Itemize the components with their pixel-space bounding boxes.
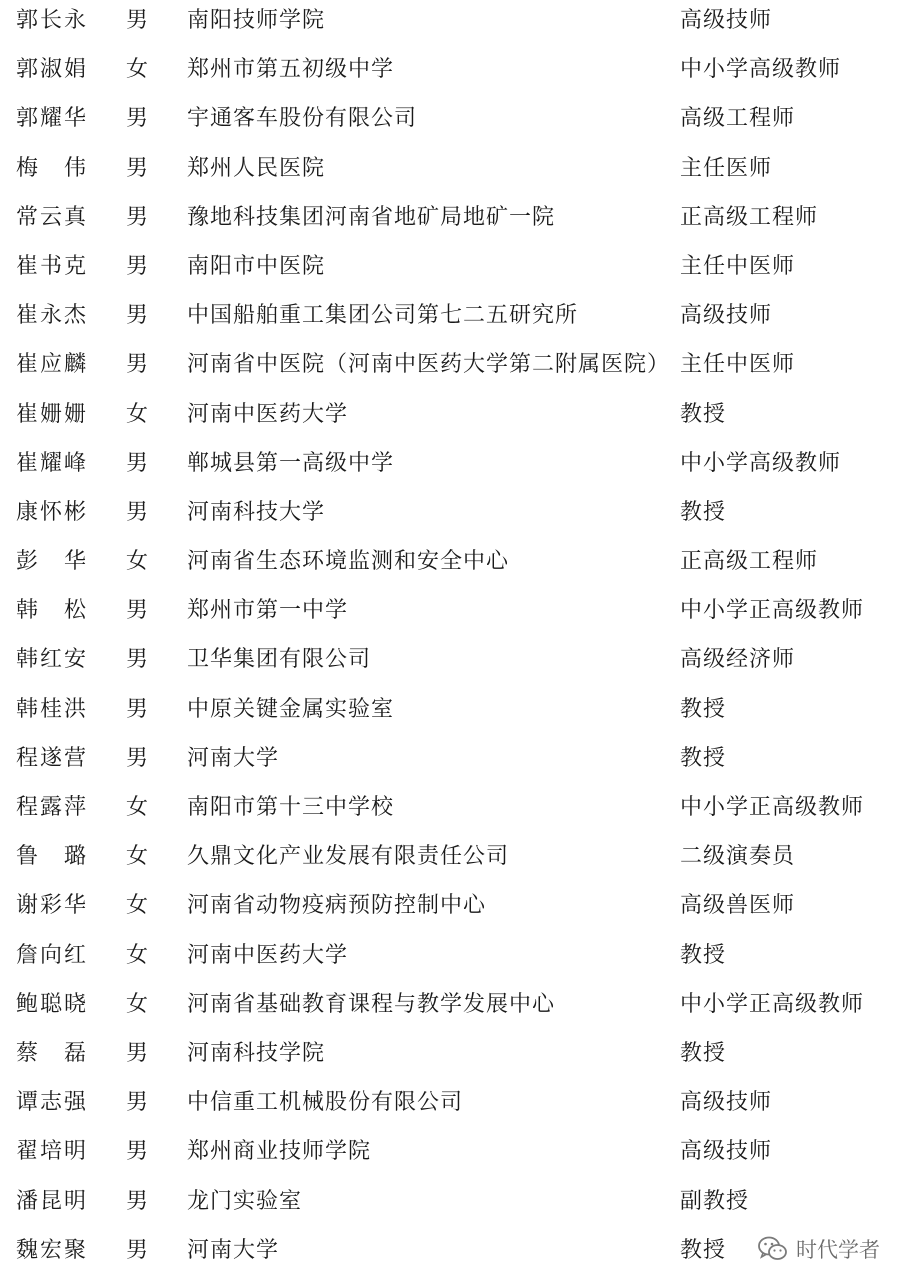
person-organization: 卫华集团有限公司 (187, 647, 372, 673)
person-name: 韩红安 (16, 647, 89, 673)
person-name: 崔永杰 (16, 303, 89, 329)
wechat-watermark (758, 1234, 880, 1264)
person-title: 主任医师 (680, 155, 773, 181)
person-organization: 郸城县第一高级中学 (187, 450, 395, 476)
person-title: 二级演奏员 (680, 844, 796, 870)
person-title: 教授 (680, 942, 727, 968)
person-title: 高级技师 (680, 1090, 773, 1116)
person-name: 崔姗姗 (16, 401, 89, 427)
person-gender: 女 (126, 549, 150, 575)
person-title: 高级经济师 (680, 647, 796, 673)
person-name: 韩桂洪 (16, 696, 89, 722)
table-row (0, 984, 900, 1033)
person-organization: 河南中医药大学 (187, 942, 349, 968)
person-title: 中小学高级教师 (680, 57, 842, 83)
table-row (0, 98, 900, 147)
person-title: 中小学正高级教师 (680, 795, 865, 820)
person-title: 教授 (680, 499, 727, 525)
person-organization: 南阳市第十三中学校 (187, 795, 395, 820)
person-gender: 女 (126, 991, 150, 1017)
person-gender: 女 (126, 401, 150, 427)
person-organization: 郑州商业技师学院 (187, 1139, 372, 1165)
person-gender: 男 (126, 352, 150, 378)
person-organization: 河南科技学院 (187, 1040, 326, 1066)
person-gender: 男 (126, 106, 150, 132)
person-gender: 男 (126, 598, 150, 624)
person-name: 谭志强 (16, 1090, 89, 1116)
person-organization: 南阳技师学院 (187, 8, 326, 33)
person-gender: 男 (126, 647, 150, 673)
person-title: 主任中医师 (680, 352, 796, 378)
table-row (0, 1181, 900, 1230)
person-gender: 女 (126, 893, 150, 919)
table-row (0, 0, 900, 49)
person-title: 高级工程师 (680, 106, 796, 132)
person-name: 郭耀华 (16, 106, 89, 132)
table-row (0, 344, 900, 393)
person-organization: 中国船舶重工集团公司第七二五研究所 (187, 303, 579, 329)
person-name: 鲍聪晓 (16, 991, 89, 1017)
person-title: 中小学高级教师 (680, 450, 842, 476)
person-name: 詹向红 (16, 942, 89, 968)
person-organization: 河南中医药大学 (187, 401, 349, 427)
person-organization: 河南大学 (187, 1237, 280, 1263)
person-gender: 男 (126, 8, 150, 33)
person-gender: 男 (126, 155, 150, 181)
person-name: 常云真 (16, 204, 89, 230)
table-row (0, 885, 900, 934)
person-title: 高级兽医师 (680, 893, 796, 919)
table-row (0, 492, 900, 541)
person-title: 教授 (680, 1040, 727, 1066)
person-organization: 河南大学 (187, 745, 280, 771)
person-gender: 男 (126, 1139, 150, 1165)
person-title: 教授 (680, 1237, 727, 1263)
person-organization: 河南科技大学 (187, 499, 326, 525)
table-row (0, 197, 900, 246)
table-row (0, 1082, 900, 1131)
person-organization: 郑州市第五初级中学 (187, 57, 395, 83)
person-gender: 男 (126, 253, 150, 279)
person-organization: 中原关键金属实验室 (187, 696, 395, 722)
wechat-icon (758, 1236, 788, 1262)
person-gender: 女 (126, 795, 150, 820)
table-row (0, 1033, 900, 1082)
person-name: 蔡 磊 (16, 1040, 89, 1066)
person-organization: 郑州市第一中学 (187, 598, 349, 624)
person-organization: 南阳市中医院 (187, 253, 326, 279)
table-row (0, 738, 900, 787)
person-gender: 男 (126, 303, 150, 329)
person-gender: 男 (126, 450, 150, 476)
person-gender: 男 (126, 204, 150, 230)
person-name: 谢彩华 (16, 893, 89, 919)
person-organization: 河南省基础教育课程与教学发展中心 (187, 991, 556, 1017)
table-row (0, 295, 900, 344)
person-name: 潘昆明 (16, 1188, 89, 1214)
person-title: 正高级工程师 (680, 204, 819, 230)
person-name: 韩 松 (16, 598, 89, 624)
table-row (0, 639, 900, 688)
person-title: 教授 (680, 696, 727, 722)
person-organization: 河南省生态环境监测和安全中心 (187, 549, 510, 575)
person-gender: 男 (126, 1188, 150, 1214)
person-title: 高级技师 (680, 8, 773, 33)
person-gender: 女 (126, 844, 150, 870)
table-row (0, 148, 900, 197)
person-gender: 女 (126, 942, 150, 968)
person-title: 主任中医师 (680, 253, 796, 279)
table-row (0, 443, 900, 492)
person-gender: 男 (126, 499, 150, 525)
person-gender: 男 (126, 745, 150, 771)
person-title: 高级技师 (680, 303, 773, 329)
table-row (0, 49, 900, 98)
person-organization: 龙门实验室 (187, 1188, 303, 1214)
person-gender: 男 (126, 1090, 150, 1116)
table-row (0, 394, 900, 443)
person-title: 高级技师 (680, 1139, 773, 1165)
person-title: 教授 (680, 401, 727, 427)
table-row (0, 689, 900, 738)
person-name: 郭淑娟 (16, 57, 89, 83)
person-organization: 河南省中医院（河南中医药大学第二附属医院） (187, 352, 671, 378)
person-name: 翟培明 (16, 1139, 89, 1165)
person-name: 崔耀峰 (16, 450, 89, 476)
person-gender: 女 (126, 57, 150, 83)
person-name: 崔书克 (16, 253, 89, 279)
person-name: 郭长永 (16, 8, 89, 33)
person-title: 正高级工程师 (680, 549, 819, 575)
person-title: 教授 (680, 745, 727, 771)
watermark-text: 时代学者 (796, 1238, 880, 1262)
table-row (0, 541, 900, 590)
person-name: 彭 华 (16, 549, 89, 575)
person-name: 程遂营 (16, 745, 89, 771)
person-organization: 中信重工机械股份有限公司 (187, 1090, 464, 1116)
person-organization: 郑州人民医院 (187, 155, 326, 181)
person-title: 中小学正高级教师 (680, 991, 865, 1017)
person-name: 梅 伟 (16, 155, 89, 181)
person-organization: 宇通客车股份有限公司 (187, 106, 418, 132)
table-row (0, 1131, 900, 1180)
table-row (0, 246, 900, 295)
person-name: 魏宏聚 (16, 1237, 89, 1263)
person-name: 程露萍 (16, 795, 89, 820)
person-name: 崔应麟 (16, 352, 89, 378)
table-row (0, 935, 900, 984)
person-gender: 男 (126, 696, 150, 722)
person-gender: 男 (126, 1040, 150, 1066)
person-name: 康怀彬 (16, 499, 89, 525)
person-organization: 久鼎文化产业发展有限责任公司 (187, 844, 510, 870)
person-organization: 河南省动物疫病预防控制中心 (187, 893, 487, 919)
person-gender: 男 (126, 1237, 150, 1263)
table-row (0, 590, 900, 639)
table-row (0, 836, 900, 885)
person-title: 副教授 (680, 1188, 750, 1214)
table-row (0, 787, 900, 836)
person-title: 中小学正高级教师 (680, 598, 865, 624)
person-organization: 豫地科技集团河南省地矿局地矿一院 (187, 204, 556, 230)
person-name: 鲁 璐 (16, 844, 89, 870)
